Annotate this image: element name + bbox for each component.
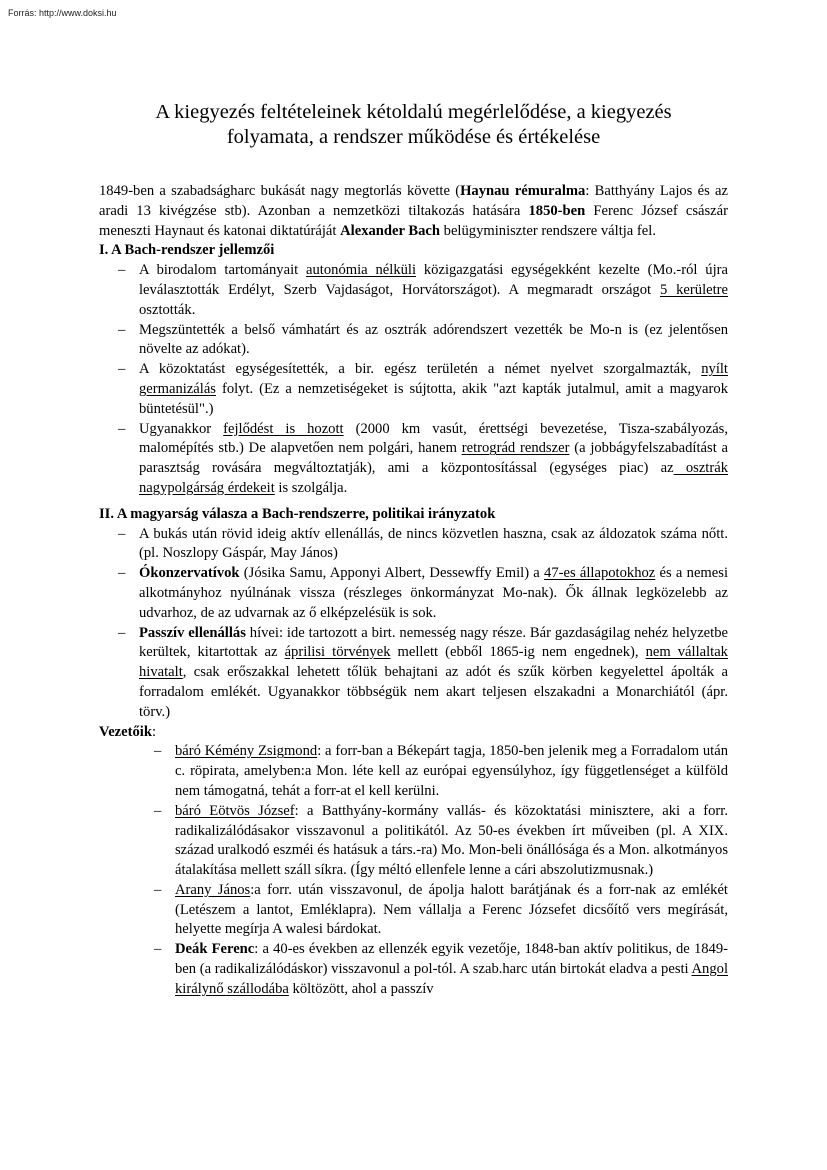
dash-bullet: –: [118, 361, 126, 378]
section-2-list: [99, 525, 728, 723]
intro-bold: 1850-ben: [528, 202, 586, 219]
list-item: – Ókonzervatívok (Jósika Samu, Apponyi Albert, Dessewffy Emil) a 47-es állapotokhoz és a nemesi alkotmányhoz nyúlnának vissza (részleges önkormányzat Mo-nak). Ők állnak legközelebb az udvarhoz, de az udvarnak az ő elképzelésük is sok.: [118, 565, 728, 621]
intro-text: Ferenc József császár meneszti Haynaut és katonai diktatúráját: [99, 202, 728, 239]
intro-bold: Alexander Bach: [340, 222, 440, 239]
list-item: – Arany János:a forr. után visszavonul, de ápolja halott barátjának és a forr-nak az emlékét (Letészem a lantot, Emléklapra). Nem vállalja a Ferenc Józsefet dicsőítő vers megírását, helyette megírja A walesi bárdokat.: [154, 881, 728, 938]
underlined-text: nem vállaltak: [645, 644, 728, 661]
intro-text: : Batthyány Lajos és az aradi 13 kivégzése stb). Azonban a nemzetközi tiltakozás hatására: [99, 183, 729, 219]
underlined-text: Angol királynő szállodába: [175, 961, 728, 997]
dash-bullet: –: [118, 565, 126, 582]
list-item: – báró Eötvös József: a Batthyány-kormány vallás- és közoktatási minisztere, aki a forr. radikalizálódásakor visszavonul a politikától. Az 50-es években írt műveiben (pl. A XIX. század uralkodó eszméi és hatásuk a társ.-ra) Mo. Mon-beli önállósága és a Mon. alkotmányos átalakítása mellett száll síkra. (Így méltó ellenfele lenne a cári abszolutizmusnak.): [154, 802, 728, 879]
list-item: – A közoktatást egységesítették, a bir. egész területén a német nyelvet szorgalmazták, nyílt germanizálás folyt. (Ez a nemzetiségeket is sújtotta, akik "azt kapták jutalmul, amit a magyarok büntetésül".): [118, 361, 728, 417]
underlined-text: Arany János: [175, 881, 251, 898]
underlined-text: autonómia nélküli: [306, 262, 417, 279]
source-note: Forrás: http://www.doksi.hu: [8, 8, 117, 18]
list-item: – Passzív ellenállás hívei: ide tartozott a birt. nemesség nagy része. Bár gazdaságilag nehéz helyzetbe kerültek, kitartottak az áprilisi törvények mellett (ebből 1865-ig nem engednek), nem vállaltak hivatalt, csak erőszakkal lehetett tőlük behajtani az adót és szűk körben kegyelettel ápolták a forradalom emlékét. Ugyanakkor többségük nem akart teljesen elszakadni a Monarchiától (ápr. törv.): [118, 624, 728, 720]
dash-bullet: –: [118, 262, 126, 279]
section-2-heading: II. A magyarság válasza a Bach-rendszerre, politikai irányzatok: [99, 505, 496, 522]
list-item: – Ugyanakkor fejlődést is hozott (2000 km vasút, érettségi bevezetése, Tisza-szabályozás, malomépítés stb.) De alapvetően nem polgári, hanem retrográd rendszer (a jobbágyfelszabadítást a parasztság rovására megváltoztatják), ami a központosítással (egységes piac) az osztrák nagypolgárság érdekeit is szolgálja.: [118, 420, 728, 496]
title-line-1: A kiegyezés feltételeinek kétoldalú megérlelődése, a kiegyezés: [155, 101, 672, 123]
dash-bullet: –: [154, 881, 162, 898]
dash-bullet: –: [154, 941, 162, 958]
dash-bullet: –: [154, 743, 162, 760]
section-1-heading: I. A Bach-rendszer jellemzői: [99, 242, 275, 259]
list-item: – Megszüntették a belső vámhatárt és az osztrák adórendszert vezették be Mo-n is (ez jelentősen növelte az adókat).: [118, 321, 728, 358]
dash-bullet: –: [154, 802, 162, 819]
list-item: – A bukás után rövid ideig aktív ellenállás, de nincs közvetlen haszna, csak az áldozatok száma nőtt. (pl. Noszlopy Gáspár, May János): [118, 525, 728, 562]
dash-bullet: –: [118, 321, 126, 338]
dash-bullet: –: [118, 624, 126, 641]
underlined-text: retrográd rendszer: [461, 440, 570, 457]
list-item: – Deák Ferenc: a 40-es években az ellenzék egyik vezetője, 1848-ban aktív politikus, de 1849-ben (a radikalizálódáskor) visszavonul a pol-tól. A szab.harc után birtokát eladva a pesti Angol királynő szállodába költözött, ahol a passzív: [154, 941, 728, 997]
underlined-text: báró Kémény Zsigmond: [175, 743, 318, 760]
leaders-list: [99, 742, 728, 999]
list-item: – báró Kémény Zsigmond: a forr-ban a Békepárt tagja, 1850-ben jelenik meg a Forradalom után c. röpirata, amelyben:a Mon. léte kell az európai egyensúlyhoz, így függetlenséget a külföld nem támogatná, tehát a forr-at el kell kerülni.: [154, 743, 728, 799]
underlined-text: fejlődést is hozott: [223, 420, 344, 437]
bold-term: Ókonzervatívok: [139, 565, 240, 582]
underlined-text: hivatalt: [139, 664, 183, 681]
document-page: [99, 100, 728, 1000]
dash-bullet: –: [118, 420, 126, 437]
intro-paragraph: [99, 182, 728, 241]
underlined-text: osztrák nagypolgárság érdekeit: [139, 460, 728, 496]
underlined-text: báró Eötvös József: [175, 802, 295, 819]
underlined-text: nyílt germanizálás: [139, 361, 728, 397]
intro-bold: Haynau rémuralma: [460, 183, 586, 199]
leaders-heading: Vezetőik:: [99, 723, 157, 740]
document-title: [99, 100, 728, 150]
bold-term: Deák Ferenc: [175, 941, 255, 958]
section-1-list: [99, 261, 728, 499]
dash-bullet: –: [118, 525, 126, 542]
underlined-text: áprilisi törvények: [284, 644, 391, 661]
intro-text: belügyminiszter rendszere váltja fel.: [440, 222, 656, 239]
bold-term: Passzív ellenállás: [139, 624, 246, 641]
underlined-text: 47-es állapotokhoz: [544, 565, 656, 582]
list-item: – A birodalom tartományait autonómia nélküli közigazgatási egységekként kezelte (Mo.-ról újra leválasztották Erdélyt, Szerb Vajdaságot, Horvátországot). A megmaradt országot 5 kerületre osztották.: [118, 262, 728, 318]
intro-text: 1849-ben a szabadságharc bukását nagy megtorlás követte (: [99, 183, 461, 199]
title-line-2: folyamata, a rendszer működése és értékelése: [226, 126, 601, 148]
underlined-text: 5 kerületre: [659, 281, 728, 298]
